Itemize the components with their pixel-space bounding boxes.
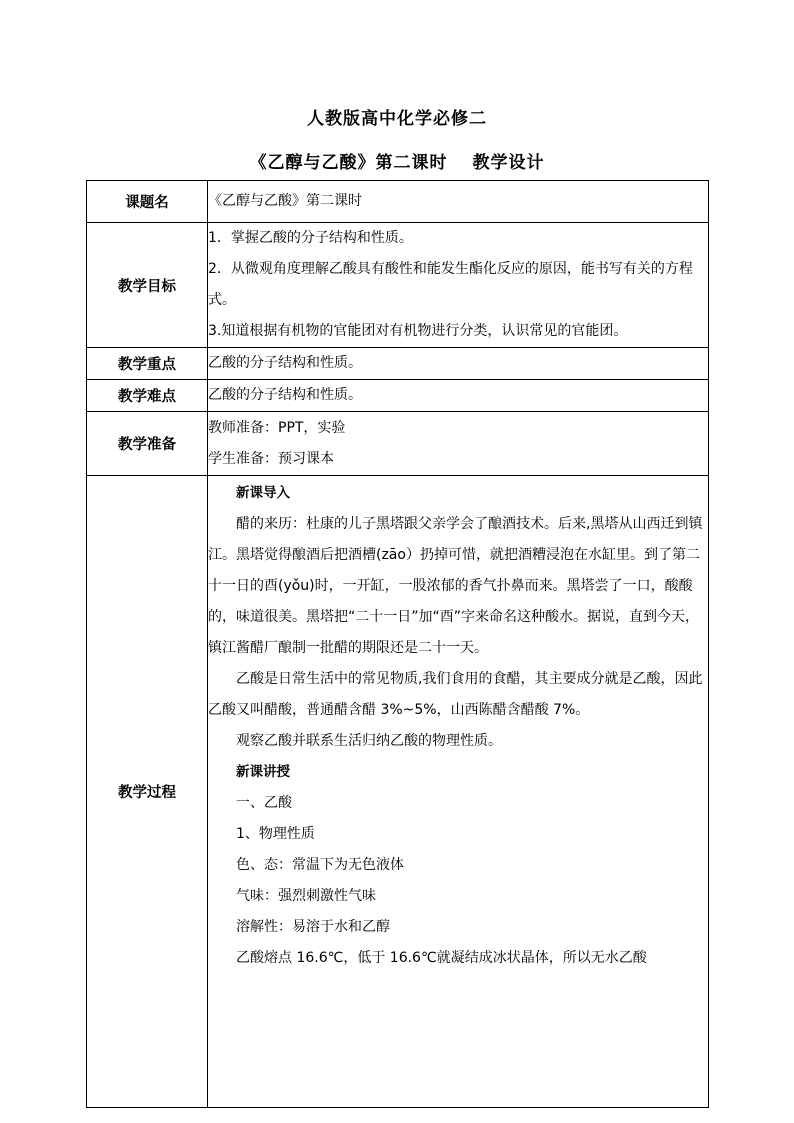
property-odor: 气味：强烈刺激性气味	[236, 888, 376, 904]
key-points-row	[87, 348, 709, 380]
section-heading: 一、乙酸	[236, 795, 292, 811]
lecture-heading: 新课讲授	[236, 764, 290, 780]
difficulties-label: 教学难点	[87, 380, 208, 412]
preparation-label: 教学准备	[87, 412, 208, 476]
intro-paragraph: 醋的来历：杜康的儿子黑塔跟父亲学会了酿酒技术。后来,黑塔从山西迁到镇江。黑塔觉得酿酒后把酒槽(zāo）扔掉可惜，就把酒糟浸泡在水缸里。到了第二十一日的酉(yǒu)时，一开缸，一股浓郁的香气扑鼻而来。黑塔尝了一口，酸酸的，味道很美。黑塔把“二十一日”加“酉”字来命名这种酸水。据说，直到今天，镇江酱醋厂酿制一批醋的期限还是二十一天。	[208, 516, 703, 656]
objective-item: 1．掌握乙酸的分子结构和性质。	[208, 230, 413, 246]
process-row	[87, 476, 709, 1108]
property-color-state: 色、态：常温下为无色液体	[236, 857, 404, 873]
document-title: 人教版高中化学必修二	[307, 109, 487, 129]
process-content	[208, 476, 709, 1108]
teacher-preparation: 教师准备：PPT，实验	[208, 419, 346, 436]
property-melting-point: 乙酸熔点 16.6℃，低于 16.6℃就凝结成冰状晶体，所以无水乙酸	[236, 950, 647, 966]
objectives-row	[87, 223, 709, 348]
difficulties-row	[87, 380, 709, 412]
key-points-label: 教学重点	[87, 348, 208, 380]
property-solubility: 溶解性：易溶于水和乙醇	[236, 919, 390, 935]
intro-paragraph: 观察乙酸并联系生活归纳乙酸的物理性质。	[236, 733, 502, 749]
objectives-label: 教学目标	[87, 223, 208, 348]
key-points-value: 乙酸的分子结构和性质。	[208, 348, 709, 380]
preparation-content	[208, 412, 709, 476]
document-subtitle: 《乙醇与乙酸》第二课时 教学设计	[249, 153, 545, 173]
student-preparation: 学生准备：预习课本	[208, 450, 334, 467]
topic-row	[87, 181, 709, 223]
lesson-plan-table	[86, 180, 709, 1108]
objective-item: 2．从微观角度理解乙酸具有酸性和能发生酯化反应的原因，能书写有关的方程式。	[208, 261, 693, 308]
preparation-row	[87, 412, 709, 476]
objective-item: 3.知道根据有机物的官能团对有机物进行分类，认识常见的官能团。	[208, 323, 628, 339]
intro-heading: 新课导入	[236, 485, 290, 501]
topic-value: 《乙醇与乙酸》第二课时	[208, 181, 709, 223]
intro-paragraph: 乙酸是日常生活中的常见物质,我们食用的食醋，其主要成分就是乙酸，因此乙酸又叫醋酸，普通醋含醋 3%~5%，山西陈醋含醋酸 7%。	[208, 671, 703, 718]
difficulties-value: 乙酸的分子结构和性质。	[208, 380, 709, 412]
subsection-heading: 1、物理性质	[236, 826, 315, 842]
objectives-content	[208, 223, 709, 348]
process-label: 教学过程	[87, 476, 208, 1108]
topic-label: 课题名	[87, 181, 208, 223]
